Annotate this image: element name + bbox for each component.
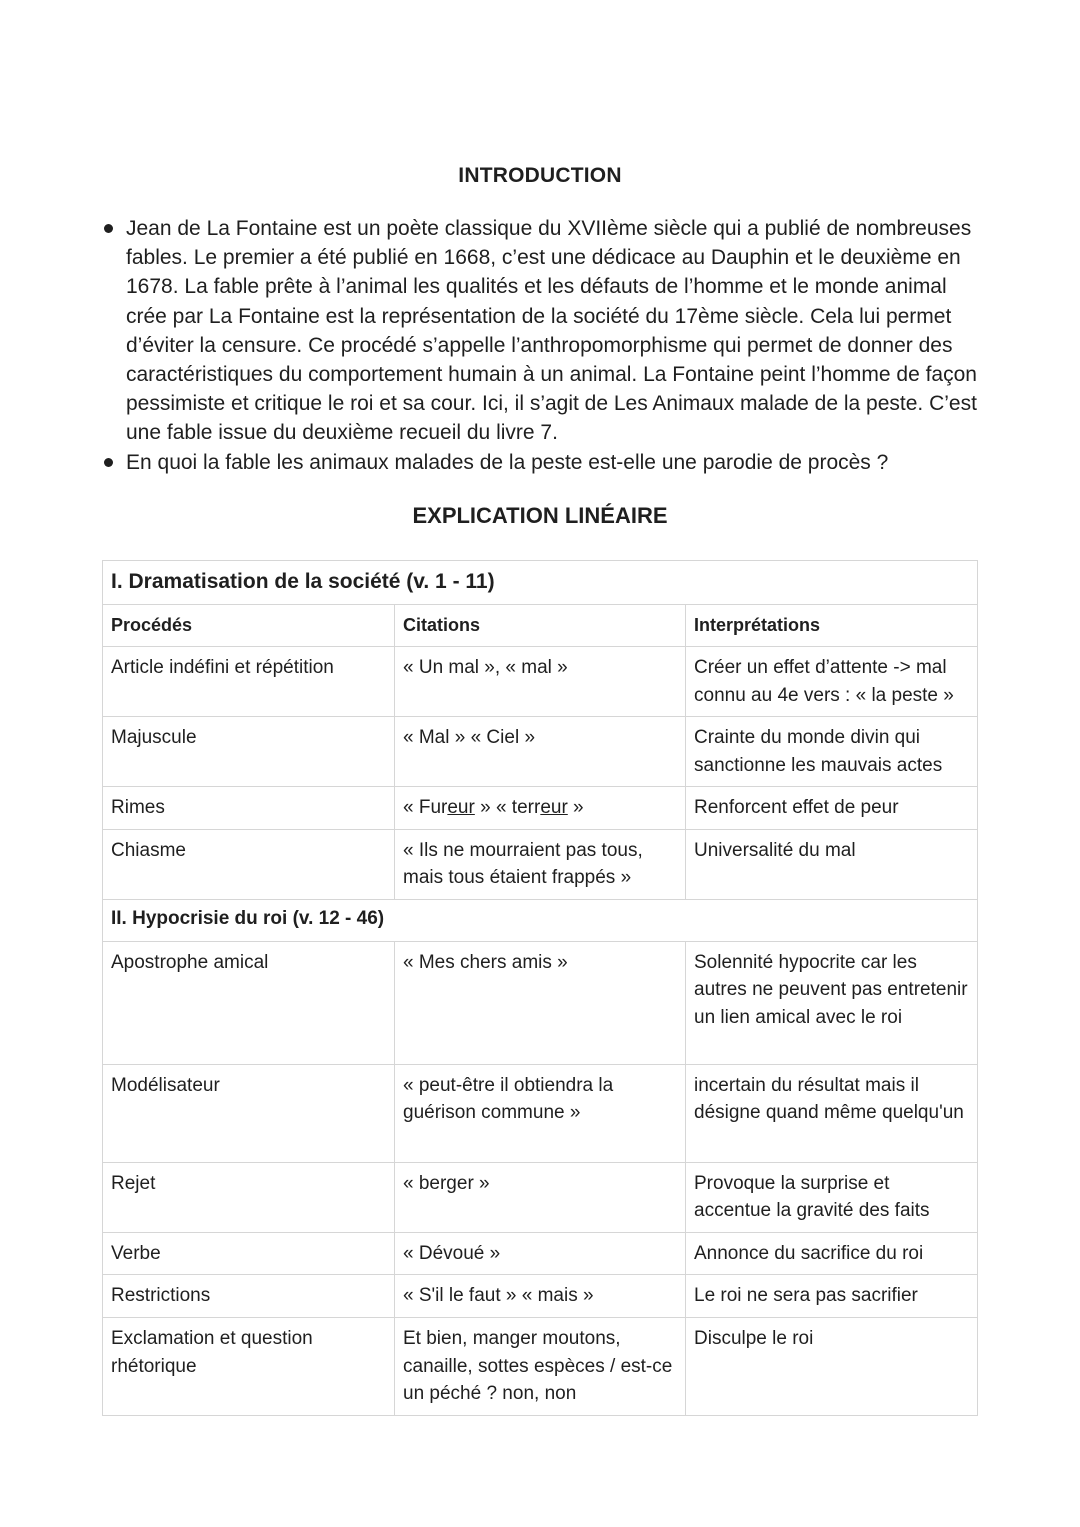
cell-citation: « Un mal », « mal » bbox=[395, 647, 686, 717]
cell-citation: « Mes chers amis » bbox=[395, 941, 686, 1064]
table-row bbox=[103, 787, 978, 830]
table-row bbox=[103, 1275, 978, 1318]
header-interpretations: Interprétations bbox=[686, 605, 978, 647]
header-row bbox=[103, 605, 978, 647]
table-row bbox=[103, 1318, 978, 1416]
explication-title: EXPLICATION LINÉAIRE bbox=[412, 503, 668, 528]
explication-table bbox=[102, 560, 978, 1416]
cell-procede: Exclamation et question rhétorique bbox=[103, 1318, 395, 1416]
citation-rhyme-underlined: eur bbox=[447, 797, 475, 818]
cell-interpretation: Renforcent effet de peur bbox=[686, 787, 978, 830]
cell-citation: « berger » bbox=[395, 1162, 686, 1232]
section-row bbox=[103, 899, 978, 941]
section-title: I. Dramatisation de la société (v. 1 - 11) bbox=[103, 561, 978, 605]
citation-part: » bbox=[567, 797, 584, 818]
cell-interpretation: Disculpe le roi bbox=[686, 1318, 978, 1416]
cell-procede: Verbe bbox=[103, 1232, 395, 1275]
cell-procede: Rejet bbox=[103, 1162, 395, 1232]
introduction-bullets bbox=[100, 214, 990, 477]
intro-bullet-problematique: En quoi la fable les animaux malades de la peste est-elle une parodie de procès ? bbox=[100, 448, 990, 477]
table-row bbox=[103, 941, 978, 1064]
cell-citation: « Mal » « Ciel » bbox=[395, 717, 686, 787]
cell-interpretation: Crainte du monde divin qui sanctionne les mauvais actes bbox=[686, 717, 978, 787]
table-row bbox=[103, 1162, 978, 1232]
cell-procede: Restrictions bbox=[103, 1275, 395, 1318]
cell-procede: Apostrophe amical bbox=[103, 941, 395, 1064]
cell-citation: « peut-être il obtiendra la guérison commune » bbox=[395, 1064, 686, 1162]
header-citations: Citations bbox=[395, 605, 686, 647]
cell-interpretation: Universalité du mal bbox=[686, 829, 978, 899]
intro-bullet-context: Jean de La Fontaine est un poète classique du XVIIème siècle qui a publié de nombreuses fables. Le premier a été publié en 1668, c’est une dédicace au Dauphin et le deuxième en 1678. La fable prête à l’animal les qualités et les défauts de l’homme et le monde animal crée par La Fontaine est la représentation de la société du 17ème siècle. Cela lui permet d’éviter la censure. Ce procédé s’appelle l’anthropomorphisme qui permet de donner des caractéristiques du comportement humain à un animal. La Fontaine peint l’homme de façon pessimiste et critique le roi et sa cour. Ici, il s’agit de Les Animaux malade de la peste. C’est une fable issue du deuxième recueil du livre 7. bbox=[100, 214, 990, 448]
table-row bbox=[103, 829, 978, 899]
table-row bbox=[103, 717, 978, 787]
header-procedes: Procédés bbox=[103, 605, 395, 647]
cell-interpretation: Provoque la surprise et accentue la gravité des faits bbox=[686, 1162, 978, 1232]
cell-procede: Majuscule bbox=[103, 717, 395, 787]
section-title: II. Hypocrisie du roi (v. 12 - 46) bbox=[103, 899, 978, 941]
cell-citation: « Ils ne mourraient pas tous, mais tous étaient frappés » bbox=[395, 829, 686, 899]
cell-interpretation: Solennité hypocrite car les autres ne peuvent pas entretenir un lien amical avec le roi bbox=[686, 941, 978, 1064]
citation-part: » « terr bbox=[474, 797, 541, 818]
introduction-title: INTRODUCTION bbox=[458, 164, 622, 187]
table-row bbox=[103, 647, 978, 717]
table-row bbox=[103, 1064, 978, 1162]
cell-interpretation: Créer un effet d’attente -> mal connu au 4e vers : « la peste » bbox=[686, 647, 978, 717]
table-row bbox=[103, 1232, 978, 1275]
citation-part: « Fur bbox=[403, 797, 448, 818]
cell-citation: « Dévoué » bbox=[395, 1232, 686, 1275]
cell-procede: Article indéfini et répétition bbox=[103, 647, 395, 717]
cell-citation: Et bien, manger moutons, canaille, sottes espèces / est-ce un péché ? non, non bbox=[395, 1318, 686, 1416]
cell-interpretation: Annonce du sacrifice du roi bbox=[686, 1232, 978, 1275]
cell-citation: « S'il le faut » « mais » bbox=[395, 1275, 686, 1318]
cell-interpretation: Le roi ne sera pas sacrifier bbox=[686, 1275, 978, 1318]
cell-procede: Modélisateur bbox=[103, 1064, 395, 1162]
citation-rhyme-underlined: eur bbox=[540, 797, 568, 818]
cell-interpretation: incertain du résultat mais il désigne quand même quelqu'un bbox=[686, 1064, 978, 1162]
cell-procede: Rimes bbox=[103, 787, 395, 830]
section-row bbox=[103, 561, 978, 605]
cell-procede: Chiasme bbox=[103, 829, 395, 899]
cell-citation bbox=[395, 787, 686, 830]
